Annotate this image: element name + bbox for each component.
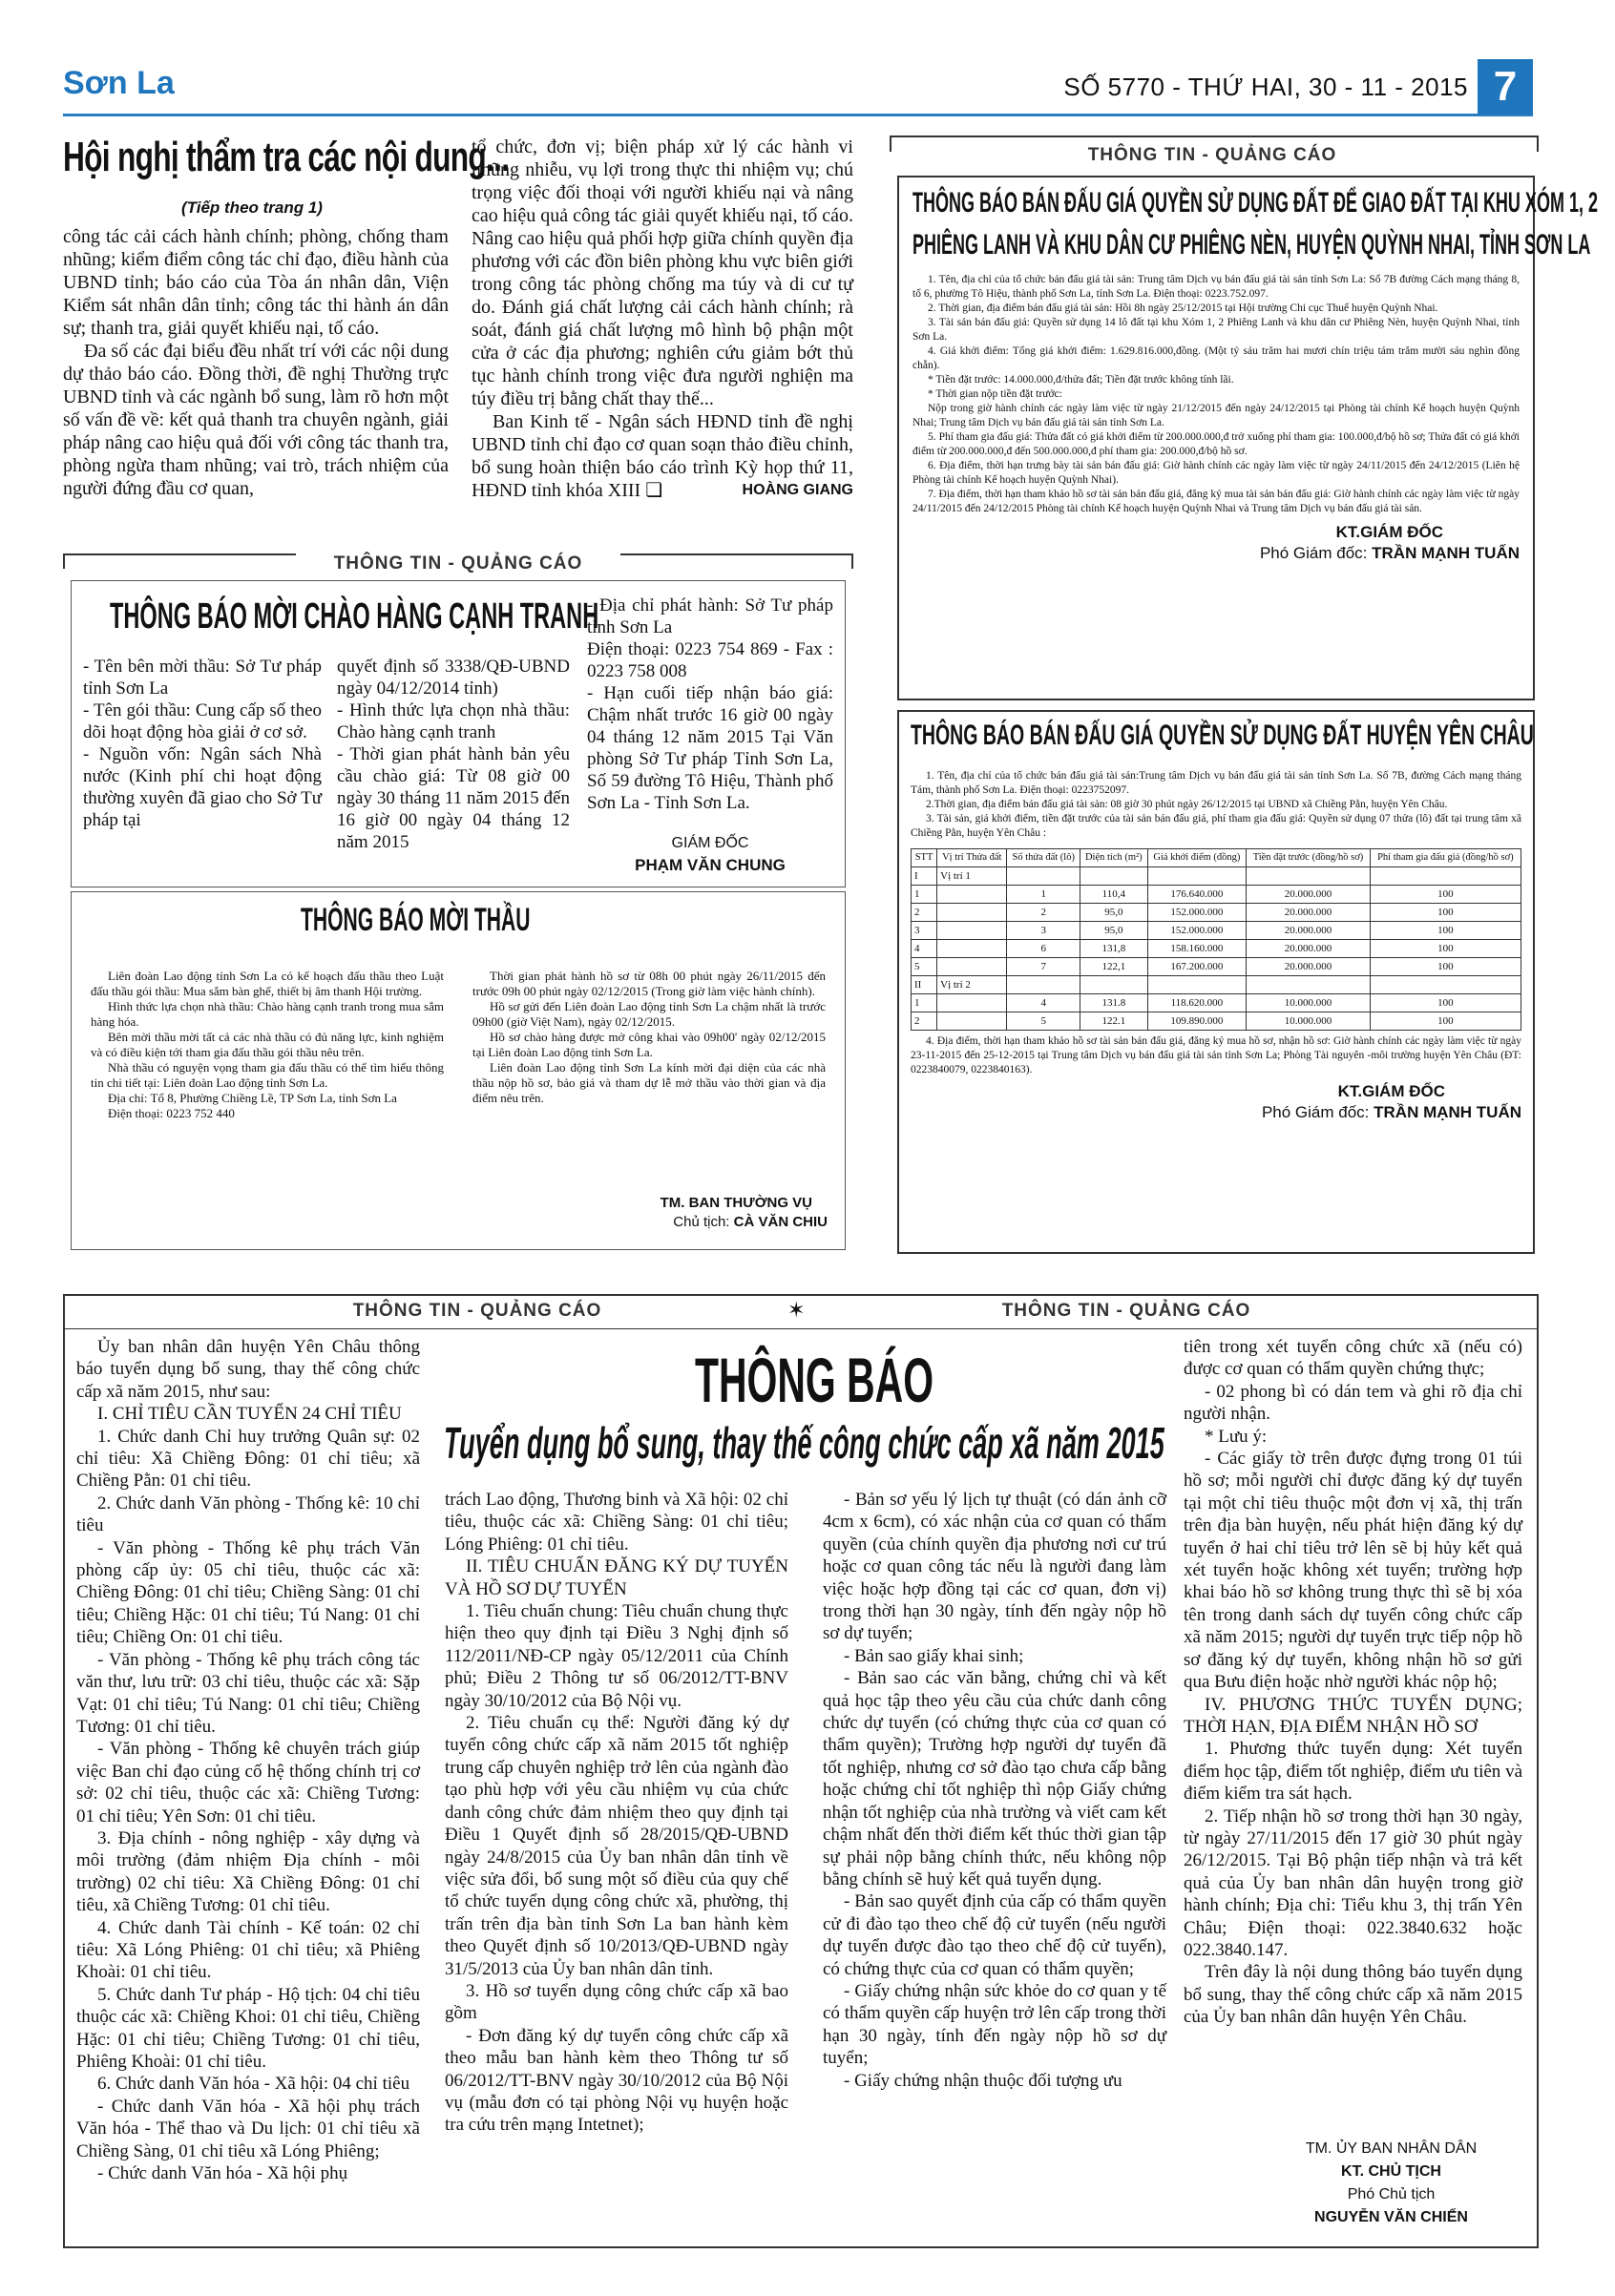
table-cell [937, 886, 1007, 904]
auction-yc-item-4: 4. Địa điểm, thời hạn tham khảo hồ sơ tài sản bán đấu giá, đăng ký mua hồ sơ, nhận hồ sơ: Giờ hành chính các ngày làm việc từ ngày 23-11-2015 đến 25-12-2015 tại Trung tâm Dịch vụ bán đấu giá tài sản tỉnh Sơn La; Phòng Tài nguyên -môi trường huyện Yên Châu (ĐT: 0223840079, 0223840163). [911, 1035, 1521, 1075]
table-cell [937, 940, 1007, 958]
table-cell: 20.000.000 [1247, 940, 1371, 958]
table-header: Giá khởi điểm (đồng) [1147, 849, 1247, 867]
recruit-col-3: - Bản sơ yếu lý lịch tự thuật (có dán ảnh cỡ 4cm x 6cm), có xác nhận của cơ quan có thẩm quyền (của chính quyền địa phương nơi cư trú hoặc cơ quan công tác nếu là người đang làm việc hoặc hợp đồng tại các cơ quan, đơn vị) trong thời hạn 30 ngày, tính đến ngày nộp hồ sơ dự tuyển; - Bản sao giấy khai sinh; - Bản sao các văn bằng, chứng chỉ và kết quả học tập theo yêu cầu của chức danh công chức dự tuyển (có chứng thực của cơ quan có thẩm quyền); Trường hợp người dự tuyển đã tốt nghiệp, nhưng cơ sở đào tạo chưa cấp bằng hoặc chứng chỉ tốt nghiệp thì nộp Giấy chứng nhận tốt nghiệp của nhà trường và viết cam kết chậm nhất đến thời điểm kết thúc thời gian tập sự phải nộp bằng chính thức, nếu không nộp bằng chính sẽ huỷ kết quả tuyển dụng. - Bản sao quyết định của cấp có thẩm quyền cử đi đào tạo theo chế độ cử tuyển (nếu người dự tuyển được đào tạo theo chế độ cử tuyển), có chứng thực của cơ quan có thẩm quyền; - Giấy chứng nhận sức khỏe do cơ quan y tế có thẩm quyền cấp huyện trở lên cấp trong thời hạn 30 ngày, tính đến ngày nộp hồ sơ dự tuyển; - Giấy chứng nhận thuộc đối tượng ưu [823, 1490, 1166, 2091]
table-cell: 20.000.000 [1247, 886, 1371, 904]
auction-quynh-nhai [897, 176, 1598, 700]
table-row [912, 940, 1521, 958]
table-cell: 109.890.000 [1147, 1012, 1247, 1031]
table-cell: 122.1 [1080, 1012, 1148, 1031]
tender-notice [71, 891, 846, 1250]
table-cell [1370, 867, 1521, 886]
table-cell: 131.8 [1080, 994, 1148, 1012]
table-cell: 110,4 [1080, 886, 1148, 904]
bid-offer-col-2: quyết định số 3338/QĐ-UBND ngày 04/12/2014 tỉnh) - Hình thức lựa chọn nhà thầu: Chào hàng cạnh tranh - Thời gian phát hành bản yêu cầu chào giá: Từ 08 giờ 00 ngày 30 tháng 11 năm 2015 đến 16 giờ 00 ngày 04 tháng 12 năm 2015 [337, 657, 570, 852]
tender-signature: TM. BAN THƯỜNG VỤ Chủ tịch: CÀ VĂN CHIU [660, 1195, 828, 1230]
table-cell: 7 [1007, 958, 1080, 976]
table-row [912, 886, 1521, 904]
tender-col-1: Liên đoàn Lao động tỉnh Sơn La có kế hoạch đấu thầu theo Luật đấu thầu gói thầu: Mua sắm bàn ghế, thiết bị âm thanh Hội trường. Hình thức lựa chọn nhà thầu: Chào hàng cạnh tranh trong mua sắm hàng hóa. Bên mời thầu mời tất cả các nhà thầu có đủ năng lực, kinh nghiệm và có điều kiện tới tham gia đấu thầu gói thầu nêu trên. Nhà thầu có nguyện vọng tham gia đấu thầu có thể tìm hiểu thông tin chi tiết tại: Liên đoàn Lao động tỉnh Sơn La. Địa chỉ: Tổ 8, Phường Chiềng Lề, TP Sơn La, tỉnh Sơn La Điện thoại: 0223 752 440 [91, 969, 444, 1120]
table-cell: 10.000.000 [1247, 994, 1371, 1012]
article-col-2: tổ chức, đơn vị; biện pháp xử lý các hành vi nhũng nhiễu, vụ lợi trong thực thi nhiệm vụ; chú trọng việc đối thoại với người khiếu nại và nâng cao hiệu quả công tác giải quyết khiếu nại, tố cáo. Nâng cao hiệu quả phối hợp giữa chính quyền địa phương với các đồn biên phòng khu vực biên giới trong công tác phòng chống ma túy và di cư tự do. Đánh giá chất lượng cải cách hành chính; rà soát, đánh giá chất lượng mô hình bộ phận một cửa ở các địa phương; nghiên cứu giảm bớt thủ tục hành chính trong việc đưa người nghiện ma túy điều trị bằng chất thay thế... Ban Kinh tế - Ngân sách HĐND tỉnh đề nghị UBND tỉnh chỉ đạo cơ quan soạn thảo điều chỉnh, bổ sung hoàn thiện báo cáo trình Kỳ họp thứ 11, HĐND tỉnh khóa XIII ❏ HOÀNG GIANG [472, 136, 853, 501]
table-cell: 100 [1370, 994, 1521, 1012]
star-icon: ✶ [787, 1298, 806, 1322]
table-cell [937, 922, 1007, 940]
continued-note: (Tiếp theo trang 1) [181, 198, 323, 217]
ad-label-right: THÔNG TIN - QUẢNG CÁO [1050, 145, 1374, 166]
table-header: Diện tích (m²) [1080, 849, 1148, 867]
bid-offer-title: THÔNG BÁO MỜI CHÀO HÀNG CẠNH TRANH [110, 596, 599, 637]
bid-offer-sign-name: PHẠM VĂN CHUNG [635, 856, 786, 874]
table-row [912, 904, 1521, 922]
table-cell: 1 [1007, 886, 1080, 904]
table-cell: 176.640.000 [1147, 886, 1247, 904]
table-cell [937, 904, 1007, 922]
table-cell: 5 [1007, 1012, 1080, 1031]
recruit-signature: TM. ỦY BAN NHÂN DÂN KT. CHỦ TỊCH Phó Chủ tịch NGUYỄN VĂN CHIẾN [1305, 2140, 1478, 2225]
table-header: Phí tham gia đấu giá (đồng/hồ sơ) [1370, 849, 1521, 867]
bid-offer-notice [71, 580, 846, 887]
bid-offer-sign-title: GIÁM ĐỐC [671, 835, 749, 851]
table-cell: 95,0 [1080, 922, 1148, 940]
table-cell: 158.160.000 [1147, 940, 1247, 958]
table-cell: 3 [912, 922, 937, 940]
table-row [912, 867, 1521, 886]
auction-yen-chau [897, 710, 1535, 1254]
table-cell: 5 [912, 958, 937, 976]
table-cell: 100 [1370, 904, 1521, 922]
table-cell: 1 [912, 886, 937, 904]
table-header: Số thửa đất (lô) [1007, 849, 1080, 867]
tender-col-2: Thời gian phát hành hồ sơ từ 08h 00 phút ngày 26/11/2015 đến trước 09h 00 phút ngày 02/12/2015 (Trong giờ làm việc hành chính). Hồ sơ gửi đến Liên đoàn Lao động tỉnh Sơn La chậm nhất là trước 09h00 (giờ Việt Nam), ngày 02/12/2015. Hồ sơ chào hàng được mở công khai vào 09h00' ngày 02/12/2015 tại Liên đoàn Lao động tỉnh Sơn La. Liên đoàn Lao động tỉnh Sơn La kính mời đại diện của các nhà thầu nộp hồ sơ, bảo giá và tham dự lễ mở thầu vào thời gian và địa điểm nêu trên. [472, 969, 826, 1105]
recruit-col-4: tiên trong xét tuyển công chức xã (nếu có) được cơ quan có thẩm quyền chứng thực; - 02 phong bì có dán tem và ghi rõ địa chỉ người nhận. * Lưu ý: - Các giấy tờ trên được đựng trong 01 túi hồ sơ; mỗi người chỉ được đăng ký dự tuyển tại một chỉ tiêu thuộc một đơn vị xã, thị trấn trên địa bàn huyện, nếu phát hiện đăng ký dự tuyển ở hai chỉ tiêu trở lên sẽ bị hủy kết quả xét tuyển hoặc không xét tuyển; trường hợp khai báo hồ sơ không trung thực thì sẽ bị xóa tên trong danh sách dự tuyển công chức cấp xã năm 2015; người dự tuyển trực tiếp nộp hồ sơ đăng ký dự tuyển, không nhận hồ sơ gửi qua Bưu điện hoặc nhờ người khác nộp hộ; IV. PHƯƠNG THỨC TUYỂN DỤNG; THỜI HẠN, ĐỊA ĐIỂM NHẬN HỒ SƠ 1. Phương thức tuyển dụng: Xét tuyển điểm học tập, điểm tốt nghiệp, điểm ưu tiên và điểm kiểm tra sát hạch. 2. Tiếp nhận hồ sơ trong thời hạn 30 ngày, từ ngày 27/11/2015 đến 17 giờ 30 phút ngày 26/12/2015. Tại Bộ phận tiếp nhận và trả kết quả của Ủy ban nhân dân huyện trong giờ hành chính; Địa chỉ: Tiểu khu 3, thị trấn Yên Châu; Điện thoại: 022.3840.632 hoặc 022.3840.147. Trên đây là nội dung thông báo tuyển dụng bổ sung, thay thế công chức cấp xã năm 2015 của Ủy ban nhân dân huyện Yên Châu. [1184, 1337, 1522, 2028]
table-cell: 167.200.000 [1147, 958, 1247, 976]
bid-offer-col-3: - Địa chỉ phát hành: Sở Tư pháp tỉnh Sơn La Điện thoại: 0223 754 869 - Fax : 0223 758 008 - Hạn cuối tiếp nhận báo giá: Chậm nhất trước 16 giờ 00 ngày 04 tháng 12 năm 2015 Tại Văn phòng Sở Tư pháp Tỉnh Sơn La, Số 59 đường Tô Hiệu, Thành phố Sơn La - Tỉnh Sơn La. [587, 595, 833, 813]
table-cell [937, 994, 1007, 1012]
ad-label-mid: THÔNG TIN - QUẢNG CÁO [296, 553, 620, 574]
divider [63, 1328, 1539, 1329]
table-cell [1147, 976, 1247, 994]
issue-info: SỐ 5770 - THỨ HAI, 30 - 11 - 2015 [1063, 73, 1468, 101]
auction-qn-title-1: THÔNG BÁO BÁN ĐẤU GIÁ QUYỀN SỬ DỤNG ĐẤT ĐỂ GIAO ĐẤT TẠI KHU XÓM 1, 2 [912, 187, 1598, 219]
table-cell: 2 [912, 1012, 937, 1031]
table-cell: 95,0 [1080, 904, 1148, 922]
table-cell: 100 [1370, 886, 1521, 904]
auction-yc-signature: KT.GIÁM ĐỐC Phó Giám đốc: TRẦN MẠNH TUẤN [1261, 1082, 1521, 1121]
table-cell: 122,1 [1080, 958, 1148, 976]
table-cell: 131,8 [1080, 940, 1148, 958]
table-cell [1247, 976, 1371, 994]
table-cell: 152.000.000 [1147, 904, 1247, 922]
auction-qn-signature: KT.GIÁM ĐỐC Phó Giám đốc: TRẦN MẠNH TUẤN [1259, 523, 1520, 562]
tender-title: THÔNG BÁO MỜI THẦU [301, 902, 531, 938]
table-cell: 3 [1007, 922, 1080, 940]
article-col-1: công tác cải cách hành chính; phòng, chống tham nhũng; kiểm điểm công tác chỉ đạo, điều hành của UBND tỉnh; báo cáo của Tòa án nhân dân, Viện Kiểm sát nhân dân tỉnh; công tác thi hành án dân sự; thanh tra, giải quyết khiếu nại, tố cáo. Đa số các đại biểu đều nhất trí với các nội dung dự thảo báo cáo. Đồng thời, đề nghị Thường trực UBND tỉnh và các ngành bổ sung, làm rõ hơn một số vấn đề về: kết quả thanh tra chuyên ngành, giải pháp nâng cao hiệu quả đối với công tác thanh tra, phòng ngừa tham nhũng; vai trò, trách nhiệm của người đứng đầu cơ quan, [63, 226, 449, 499]
table-cell: 100 [1370, 940, 1521, 958]
table-cell: 4 [1007, 994, 1080, 1012]
section-name: Sơn La [63, 65, 175, 101]
table-cell [1370, 976, 1521, 994]
table-cell [1007, 867, 1080, 886]
table-cell: Vị trí 1 [937, 867, 1007, 886]
auction-yc-title: THÔNG BÁO BÁN ĐẤU GIÁ QUYỀN SỬ DỤNG ĐẤT HUYỆN YÊN CHÂU [911, 720, 1534, 751]
table-row [912, 958, 1521, 976]
ad-label-bottom-left: THÔNG TIN - QUẢNG CÁO [352, 1301, 602, 1321]
auction-qn-title-2: PHIÊNG LANH VÀ KHU DÂN CƯ PHIÊNG NÈN, HUYỆN QUỲNH NHAI, TỈNH SƠN LA [912, 229, 1591, 261]
article-author: HOÀNG GIANG [742, 482, 853, 498]
table-cell: Vị trí 2 [937, 976, 1007, 994]
table-row [912, 922, 1521, 940]
table-cell: 100 [1370, 1012, 1521, 1031]
table-cell: 20.000.000 [1247, 958, 1371, 976]
ad-label-bottom-right: THÔNG TIN - QUẢNG CÁO [1001, 1301, 1251, 1321]
recruit-col-2: trách Lao động, Thương binh và Xã hội: 02 chỉ tiêu, thuộc các xã: Chiềng Sàng: 01 chỉ tiêu; Lóng Phiêng: 01 chỉ tiêu. II. TIÊU CHUẨN ĐĂNG KÝ DỰ TUYỂN VÀ HỒ SƠ DỰ TUYỂN 1. Tiêu chuẩn chung: Tiêu chuẩn chung thực hiện theo quy định tại Điều 3 Nghị định số 112/2011/NĐ-CP ngày 05/12/2011 của Chính phủ; Điều 2 Thông tư số 06/2012/TT-BNV ngày 30/10/2012 của Bộ Nội vụ. 2. Tiêu chuẩn cụ thể: Người đăng ký dự tuyển công chức cấp xã năm 2015 tốt nghiệp trung cấp chuyên nghiệp trở lên của ngành đào tạo phù hợp với yêu cầu nhiệm vụ của chức danh công chức đảm nhiệm theo quy định tại Điều 1 Quyết định số 28/2015/QĐ-UBND ngày 24/8/2015 của Ủy ban nhân dân tỉnh về việc sửa đổi, bổ sung một số điều của quy chế tổ chức tuyển dụng công chức xã, phường, thị trấn trên địa bàn tỉnh Sơn La ban hành kèm theo Quyết định số 10/2013/QĐ-UBND ngày 31/5/2013 của Ủy ban nhân dân tỉnh. 3. Hồ sơ tuyển dụng công chức cấp xã bao gồm - Đơn đăng ký dự tuyển công chức cấp xã theo mẫu ban hành kèm theo Thông tư số 06/2012/TT-BNV ngày 30/10/2012 của Bộ Nội vụ (mẫu đơn có tại phòng Nội vụ huyện hoặc tra cứu trên mạng Intetnet); [445, 1490, 788, 2136]
table-cell [937, 1012, 1007, 1031]
table-cell: 118.620.000 [1147, 994, 1247, 1012]
bid-offer-col-1: - Tên bên mời thầu: Sở Tư pháp tỉnh Sơn La - Tên gói thầu: Cung cấp số theo dõi hoạt động hòa giải ở cơ sở. - Nguồn vốn: Ngân sách Nhà nước (Kinh phí chi hoạt động thường xuyên đã giao cho Sở Tư pháp tại [83, 657, 322, 830]
table-header: Tiền đặt trước (đồng/hồ sơ) [1247, 849, 1371, 867]
table-header: STT [912, 849, 937, 867]
article-title: Hội nghị thẩm tra các nội dung... [63, 134, 510, 180]
table-cell: 100 [1370, 958, 1521, 976]
table-cell [1247, 867, 1371, 886]
page-header [63, 59, 1533, 116]
recruit-heading: THÔNG BÁO [695, 1345, 934, 1415]
table-cell: 20.000.000 [1247, 922, 1371, 940]
table-cell: 1 [912, 994, 937, 1012]
table-cell: 2 [1007, 904, 1080, 922]
table-cell: 6 [1007, 940, 1080, 958]
table-cell: 4 [912, 940, 937, 958]
table-cell: 10.000.000 [1247, 1012, 1371, 1031]
auction-qn-body: 1. Tên, địa chỉ của tổ chức bán đấu giá tài sản: Trung tâm Dịch vụ bán đấu giá tài sản tỉnh Sơn La: Số 7B đường Cách mạng tháng 8, tổ 6, phường Tô Hiệu, thành phố Sơn La, tỉnh Sơn La. Điện thoại: 0223.752.097. 2. Thời gian, địa điểm bán đấu giá tài sản: Hồi 8h ngày 25/12/2015 tại Hội trường Chi cục Thuế huyện Quỳnh Nhai. 3. Tài sản bán đấu giá: Quyền sử dụng 14 lô đất tại khu Xóm 1, 2 Phiêng Lanh và khu dân cư Phiêng Nèn, huyện Quỳnh Nhai, tỉnh Sơn La. 4. Giá khởi điểm: Tổng giá khởi điểm: 1.629.816.000,đồng. (Một tỷ sáu trăm hai mươi chín triệu tám trăm mười sáu nghìn đồng chẵn). * Tiền đặt trước: 14.000.000,đ/thửa đất; Tiền đặt trước không tính lãi. * Thời gian nộp tiền đặt trước: Nộp trong giờ hành chính các ngày làm việc từ ngày 21/12/2015 đến ngày 24/12/2015 tại Phòng tài chính Kế hoạch huyện Quỳnh Nhai; Trung tâm Dịch vụ bán đấu giá tài sản tỉnh Sơn La. 5. Phí tham gia đấu giá: Thửa đất có giá khởi điểm từ 200.000.000,đ trở xuống phí tham gia: 100.000,đ/bộ hồ sơ; Thửa đất có giá khởi điểm từ 200.000.000,đ đến 500.000.000,đ phí tham gia: 200.000,đ/bộ hồ sơ. 6. Địa điểm, thời hạn trưng bày tài sản bán đấu giá: Giờ hành chính các ngày làm việc từ ngày 24/11/2015 đến 24/12/2015 (Liên hệ Phòng tài chính Kế hoạch huyện Quỳnh Nhai). 7. Địa điểm, thời hạn tham khảo hồ sơ tài sản bán đấu giá, đăng ký mua tài sản bán đấu giá: Giờ hành chính các ngày làm việc từ ngày 24/11/2015 đến 24/12/2015 Phòng tài chính Kế hoạch huyện Quỳnh Nhai và Trung tâm Dịch vụ bán đấu giá tài sản. [912, 274, 1520, 514]
auction-yc-body: 1. Tên, địa chỉ của tổ chức bán đấu giá tài sản:Trung tâm Dịch vụ bán đấu giá tài sản tỉnh Sơn La. Số 7B, đường Cách mạng tháng Tám, thành phố Sơn La. Điện thoại: 0223752097. 2.Thời gian, địa điểm bán đấu giá tài sản: 08 giờ 30 phút ngày 26/12/2015 tại UBND xã Chiềng Pằn, huyện Yên Châu. 3. Tài sản, giá khởi điểm, tiền đặt trước của tài sản bán đấu giá, phí tham gia đấu giá: Quyền sử dụng 07 thửa (lô) đất tại trung tâm xã Chiềng Pằn, huyện Yên Châu : [911, 770, 1521, 839]
table-cell: 152.000.000 [1147, 922, 1247, 940]
table-cell [1147, 867, 1247, 886]
table-row [912, 1012, 1521, 1031]
table-cell [1080, 867, 1148, 886]
table-cell [1007, 976, 1080, 994]
page-number: 7 [1478, 59, 1533, 115]
table-cell: I [912, 867, 937, 886]
table-cell: 100 [1370, 922, 1521, 940]
recruit-col-1: Ủy ban nhân dân huyện Yên Châu thông báo tuyển dụng bổ sung, thay thế công chức cấp xã năm 2015, như sau: I. CHỈ TIÊU CẦN TUYỂN 24 CHỈ TIÊU 1. Chức danh Chỉ huy trưởng Quân sự: 02 chỉ tiêu: Xã Chiềng Đông: 01 chỉ tiêu; xã Chiềng Pằn: 01 chỉ tiêu. 2. Chức danh Văn phòng - Thống kê: 10 chỉ tiêu - Văn phòng - Thống kê phụ trách Văn phòng cấp ủy: 05 chỉ tiêu, thuộc các xã: Chiềng Đông: 01 chỉ tiêu; Chiềng Sàng: 01 chỉ tiêu; Chiềng Hặc: 01 chỉ tiêu; Tú Nang: 01 chỉ tiêu; Chiềng On: 01 chỉ tiêu. - Văn phòng - Thống kê phụ trách công tác văn thư, lưu trữ: 03 chỉ tiêu, thuộc các xã: Sặp Vạt: 01 chỉ tiêu; Tú Nang: 01 chỉ tiêu; Chiềng Tương: 01 chỉ tiêu. - Văn phòng - Thống kê chuyên trách giúp việc Ban chỉ đạo củng cố hệ thống chính trị cơ sở: 02 chỉ tiêu, thuộc các xã: Chiềng Tương: 01 chỉ tiêu; Yên Sơn: 01 chỉ tiêu. 3. Địa chính - nông nghiệp - xây dựng và môi trường (đảm nhiệm Địa chính - môi trường) 02 chỉ tiêu: Xã Chiềng Đông: 01 chỉ tiêu, xã Chiềng Tương: 01 chỉ tiêu. 4. Chức danh Tài chính - Kế toán: 02 chỉ tiêu: Xã Lóng Phiêng: 01 chỉ tiêu; xã Phiêng Khoài: 01 chỉ tiêu. 5. Chức danh Tư pháp - Hộ tịch: 04 chỉ tiêu thuộc các xã: Chiềng Khoi: 01 chỉ tiêu, Chiềng Hặc: 01 chỉ tiêu; Chiềng Tương: 01 chỉ tiêu, Phiêng Khoài: 01 chỉ tiêu. 6. Chức danh Văn hóa - Xã hội: 04 chỉ tiêu - Chức danh Văn hóa - Xã hội phụ trách Văn hóa - Thể thao và Du lịch: 01 chỉ tiêu xã Chiềng Sàng, 01 chỉ tiêu xã Lóng Phiêng; - Chức danh Văn hóa - Xã hội phụ [76, 1337, 420, 2184]
table-row [912, 976, 1521, 994]
recruit-subheading: Tuyển dụng bổ sung, thay thế công chức cấp xã năm 2015 [444, 1418, 1164, 1468]
table-cell: 2 [912, 904, 937, 922]
table-cell: II [912, 976, 937, 994]
table-cell: 20.000.000 [1247, 904, 1371, 922]
table-cell [1080, 976, 1148, 994]
table-header: Vị trí Thửa đất [937, 849, 1007, 867]
auction-yc-table [911, 848, 1521, 1031]
table-row [912, 994, 1521, 1012]
table-cell [937, 958, 1007, 976]
